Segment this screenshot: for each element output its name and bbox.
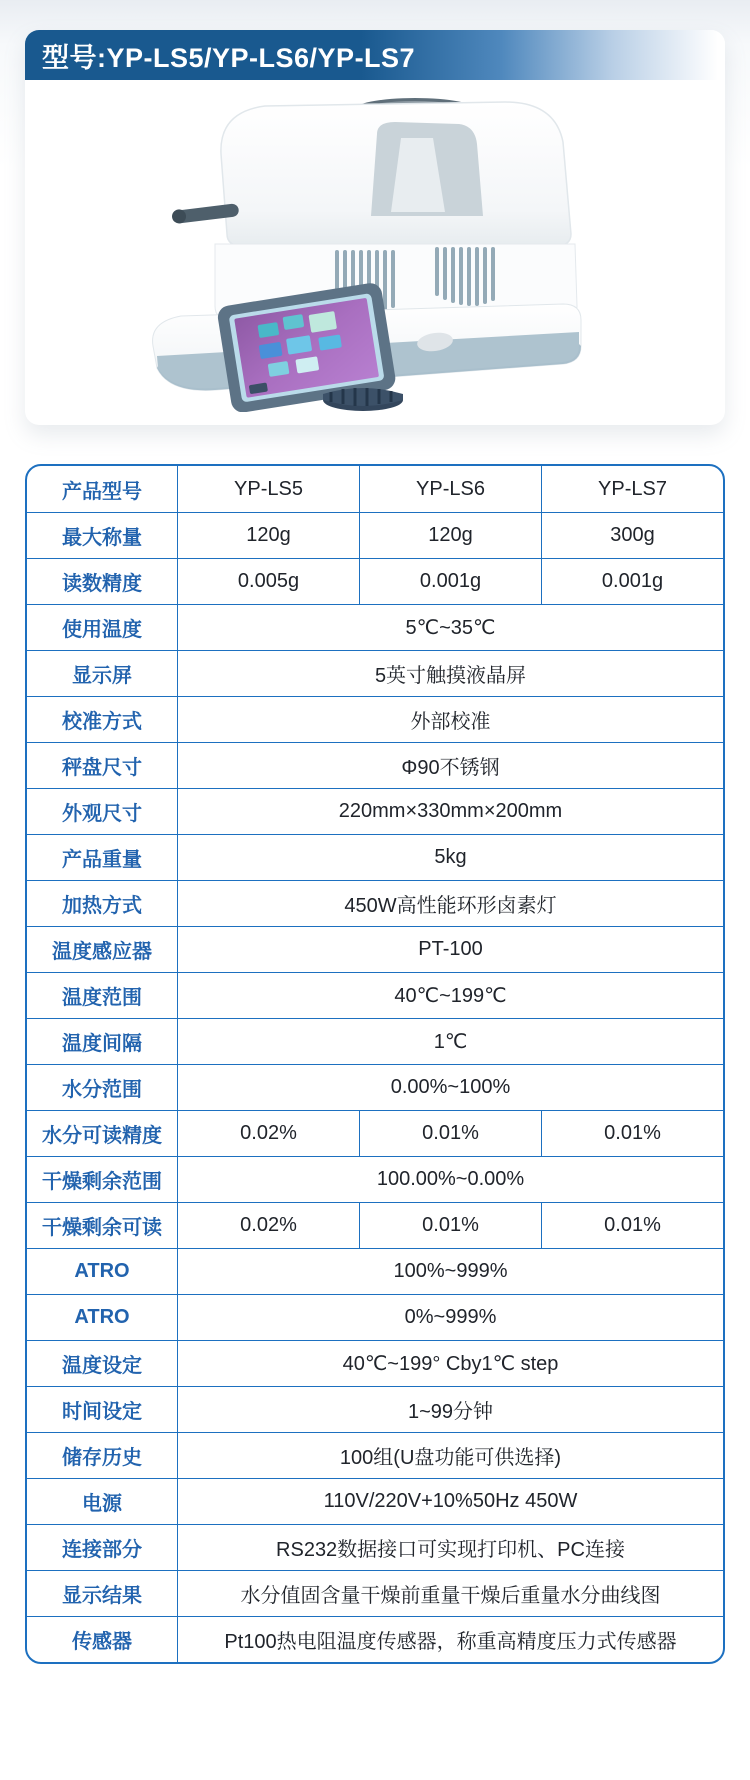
table-row xyxy=(27,742,723,788)
spec-value: 水分值固含量干燥前重量干燥后重量水分曲线图 xyxy=(177,1571,723,1616)
spec-value: 0.01% xyxy=(359,1111,541,1156)
spec-value: 40℃~199℃ xyxy=(177,973,723,1018)
table-row xyxy=(27,1340,723,1386)
spec-value: 220mm×330mm×200mm xyxy=(177,789,723,834)
table-row xyxy=(27,1248,723,1294)
table-row xyxy=(27,788,723,834)
table-row xyxy=(27,604,723,650)
moisture-analyzer-illustration xyxy=(115,94,635,412)
product-image xyxy=(25,80,725,412)
spec-value: 1℃ xyxy=(177,1019,723,1064)
spec-value: 100组(U盘功能可供选择) xyxy=(177,1433,723,1478)
table-row xyxy=(27,1202,723,1248)
spec-value: Pt100热电阻温度传感器，称重高精度压力式传感器 xyxy=(177,1617,723,1662)
spec-label: 读数精度 xyxy=(62,573,142,595)
model-title: 型号:YP-LS5/YP-LS6/YP-LS7 xyxy=(42,42,416,73)
spec-value: 300g xyxy=(541,513,723,558)
spec-label: 产品型号 xyxy=(62,480,142,503)
spec-value: YP-LS5 xyxy=(177,466,359,512)
spec-value: 40℃~199° Cby1℃ step xyxy=(177,1341,723,1386)
spec-value: 120g xyxy=(359,513,541,558)
table-row xyxy=(27,696,723,742)
spec-value: 0.001g xyxy=(359,559,541,604)
spec-value: 0.00%~100% xyxy=(177,1065,723,1110)
spec-label: 校准方式 xyxy=(62,711,142,733)
spec-label: 使用温度 xyxy=(62,619,142,641)
table-row xyxy=(27,1064,723,1110)
spec-value: 0.01% xyxy=(541,1203,723,1248)
spec-label: 时间设定 xyxy=(62,1401,142,1423)
spec-value: 5kg xyxy=(177,835,723,880)
spec-value: 100%~999% xyxy=(177,1249,723,1294)
spec-label: 储存历史 xyxy=(62,1447,142,1469)
spec-label: ATRO xyxy=(74,1306,130,1328)
spec-value: YP-LS6 xyxy=(359,466,541,512)
spec-value: YP-LS7 xyxy=(541,466,723,512)
spec-label: 最大称量 xyxy=(62,527,142,549)
spec-label: 干燥剩余可读 xyxy=(42,1217,162,1239)
spec-label: 显示结果 xyxy=(62,1585,142,1607)
spec-value: 0.005g xyxy=(177,559,359,604)
table-row xyxy=(27,1110,723,1156)
table-row xyxy=(27,1570,723,1616)
leveling-foot xyxy=(323,388,403,411)
table-row xyxy=(27,1616,723,1662)
spec-label: 产品重量 xyxy=(62,849,142,871)
device-hood xyxy=(221,102,571,246)
spec-label: 温度设定 xyxy=(62,1355,142,1377)
spec-label: 温度范围 xyxy=(62,987,142,1009)
spec-value: 100.00%~0.00% xyxy=(177,1157,723,1202)
spec-value: 0.001g xyxy=(541,559,723,604)
spec-value: 0.02% xyxy=(177,1111,359,1156)
table-row xyxy=(27,1478,723,1524)
spec-label: 外观尺寸 xyxy=(62,803,142,825)
table-row xyxy=(27,466,723,512)
spec-value: 0%~999% xyxy=(177,1295,723,1340)
spec-value: 110V/220V+10%50Hz 450W xyxy=(177,1479,723,1524)
spec-label: 温度间隔 xyxy=(62,1033,142,1055)
spec-value: 0.01% xyxy=(541,1111,723,1156)
spec-value: RS232数据接口可实现打印机、PC连接 xyxy=(177,1525,723,1570)
spec-label: ATRO xyxy=(74,1260,130,1282)
spec-value: 450W高性能环形卤素灯 xyxy=(177,881,723,926)
spec-value: 0.02% xyxy=(177,1203,359,1248)
table-row xyxy=(27,926,723,972)
table-row xyxy=(27,1018,723,1064)
table-row xyxy=(27,834,723,880)
table-row xyxy=(27,558,723,604)
table-row xyxy=(27,1294,723,1340)
spec-value: 120g xyxy=(177,513,359,558)
table-row xyxy=(27,972,723,1018)
spec-value: 1~99分钟 xyxy=(177,1387,723,1432)
table-row xyxy=(27,650,723,696)
spec-value: 5℃~35℃ xyxy=(177,605,723,650)
spec-value: 0.01% xyxy=(359,1203,541,1248)
spec-label: 秤盘尺寸 xyxy=(62,757,142,779)
spec-label: 连接部分 xyxy=(62,1539,142,1561)
table-row xyxy=(27,512,723,558)
table-row xyxy=(27,1524,723,1570)
spec-value: Φ90不锈钢 xyxy=(177,743,723,788)
spec-label: 显示屏 xyxy=(72,665,132,687)
table-row xyxy=(27,1156,723,1202)
table-row xyxy=(27,1432,723,1478)
table-row xyxy=(27,880,723,926)
table-row xyxy=(27,1386,723,1432)
spec-label: 水分范围 xyxy=(62,1079,142,1101)
model-header-bar xyxy=(25,30,725,80)
spec-table xyxy=(25,464,725,1664)
spec-label: 电源 xyxy=(82,1493,122,1515)
spec-value: PT-100 xyxy=(177,927,723,972)
spec-label: 温度感应器 xyxy=(52,941,152,963)
product-card xyxy=(25,30,725,425)
spec-label: 水分可读精度 xyxy=(42,1125,162,1147)
spec-value: 5英寸触摸液晶屏 xyxy=(177,651,723,696)
spec-label: 干燥剩余范围 xyxy=(42,1171,162,1193)
spec-label: 传感器 xyxy=(72,1631,132,1653)
spec-label: 加热方式 xyxy=(62,895,142,917)
spec-value: 外部校准 xyxy=(177,697,723,742)
